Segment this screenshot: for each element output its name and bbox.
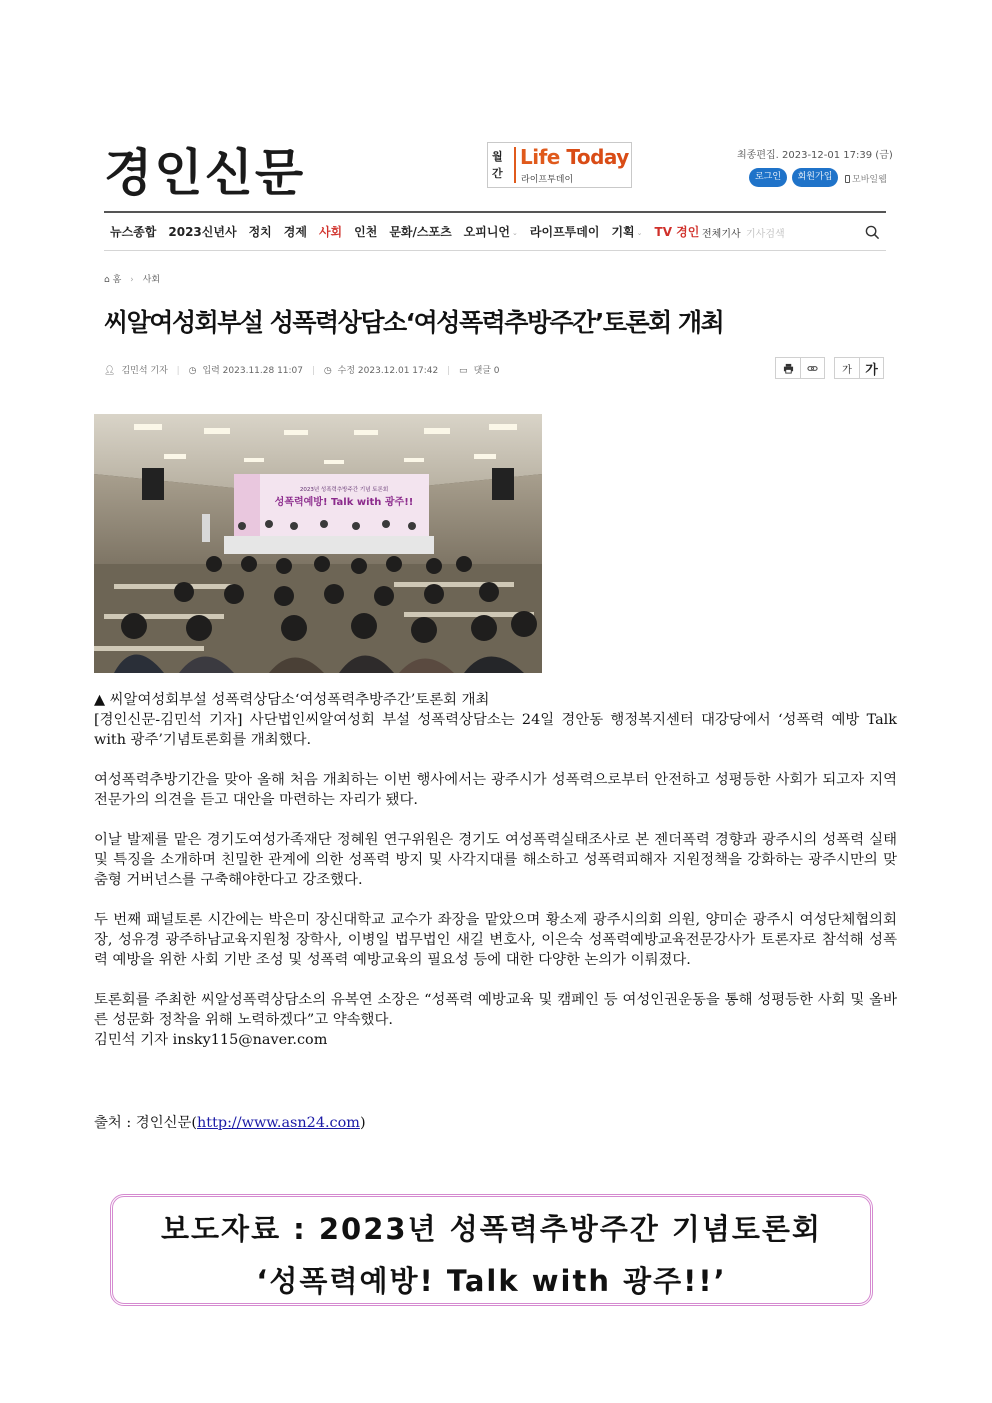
search-icon[interactable]: [865, 225, 880, 240]
font-larger-button[interactable]: 가: [859, 358, 883, 378]
press-release-box: [110, 1194, 873, 1306]
clock-icon: ◷: [323, 366, 332, 376]
nav-item-culture-sports[interactable]: 문화/스포츠: [389, 225, 452, 239]
article-tools: [775, 357, 825, 379]
home-icon[interactable]: ⌂: [104, 275, 110, 285]
chevron-right-icon: ›: [130, 275, 134, 285]
nav-item-economy[interactable]: 경제: [283, 225, 307, 239]
chevron-down-icon: ⌄: [636, 229, 643, 237]
banner-brand: Life Today: [520, 145, 629, 169]
article-body: [94, 690, 897, 1050]
last-edit-time: 최종편집. 2023-12-01 17:39 (금): [737, 150, 893, 161]
paragraph-3: 이날 발제를 맡은 경기도여성가족재단 정혜원 연구위원은 경기도 여성폭력실태조사로 본 젠더폭력 경향과 광주시의 성폭력 실태 및 특징을 소개하며 친밀한 관계에 의한 성폭력 방지 및 사각지대를 해소하고 성폭력피해자 지원정책을 강화하는 광주시만의 맞춤형 거버넌스를 구축해야한다고 강조했다.: [94, 832, 897, 888]
nav-item-incheon[interactable]: 인천: [354, 225, 378, 239]
comment-icon: ▭: [459, 366, 468, 376]
comment-count: 댓글 0: [473, 366, 500, 376]
nav-item-society[interactable]: 사회: [318, 225, 343, 239]
life-today-banner[interactable]: [487, 142, 632, 188]
all-articles-link[interactable]: 전체기사: [702, 229, 741, 240]
author-icon: 👤︎: [104, 366, 116, 376]
breadcrumb: [104, 272, 160, 285]
nav-item-tv[interactable]: TV 경인: [654, 225, 700, 239]
clock-icon: ◷: [188, 366, 197, 376]
print-icon[interactable]: [776, 358, 800, 378]
font-smaller-button[interactable]: 가: [842, 364, 852, 376]
press-release-subtitle: ‘성폭력예방! Talk with 광주!!’: [256, 1264, 727, 1298]
paragraph-5: 토론회를 주최한 씨알성폭력상담소의 유복연 소장은 “성폭력 예방교육 및 캠페인 등 여성인권운동을 통해 성평등한 사회 및 올바른 성문화 정착을 위해 노력하겠다”고 약속했다.: [94, 992, 897, 1028]
nav-item-news[interactable]: 뉴스종합: [110, 225, 157, 239]
source-link[interactable]: http://www.asn24.com: [197, 1115, 360, 1131]
article-meta: 👤︎ 김민석 기자 | ◷ 입력 2023.11.28 11:07 | ◷ 수정 2023.12.01 17:42 | ▭ 댓글 0: [104, 366, 500, 376]
nav-item-opinion[interactable]: 오피니언 ⌄: [463, 225, 518, 239]
login-button[interactable]: 로그인: [749, 168, 787, 187]
photo-caption: ▲ 씨알여성회부설 성폭력상담소‘여성폭력추방주간’토론회 개최: [94, 692, 490, 708]
site-logo[interactable]: 경인신문: [104, 144, 306, 202]
main-nav: [104, 211, 886, 251]
banner-month: 월간: [492, 150, 503, 180]
mobile-icon: [845, 175, 850, 183]
chevron-down-icon: ⌄: [512, 229, 518, 237]
join-button[interactable]: 회원가입: [792, 168, 838, 187]
article-photo: [94, 414, 542, 673]
nav-item-feature[interactable]: 기획 ⌄: [611, 225, 643, 239]
link-icon[interactable]: [800, 358, 824, 378]
breadcrumb-home[interactable]: 홈: [112, 275, 122, 285]
article-title: 씨알여성회부설 성폭력상담소‘여성폭력추방주간’토론회 개최: [104, 308, 724, 337]
modified-time: 수정 2023.12.01 17:42: [337, 366, 439, 376]
banner-sub: 라이프투데이: [521, 175, 574, 185]
paragraph-4: 두 번째 패널토론 시간에는 박은미 장신대학교 교수가 좌장을 맡았으며 황소제 광주시의회 의원, 양미순 광주시 여성단체협의회장, 성유경 광주하남교육지원청 장학사, 이병일 법무법인 새길 변호사, 이은숙 성폭력예방교육전문강사가 토론자로 참석해 성폭력 예방을 위한 사회 기반 조성 및 성폭력 예방교육의 필요성 등에 대한 다양한 논의가 이뤄졌다.: [94, 912, 897, 968]
published-time: 입력 2023.11.28 11:07: [202, 366, 304, 376]
photo-banner-main: 성폭력예방! Talk with 광주!!: [274, 497, 414, 508]
banner-divider: [514, 147, 516, 183]
author: 김민석 기자: [121, 366, 168, 376]
search-input[interactable]: 기사검색: [746, 229, 785, 240]
paragraph-2: 여성폭력추방기간을 맞아 올해 처음 개최하는 이번 행사에서는 광주시가 성폭력으로부터 안전하고 성평등한 사회가 되고자 지역전문가의 의견을 듣고 대안을 마련하는 자리가 됐다.: [94, 772, 897, 808]
font-size-tools: [834, 357, 884, 379]
byline: 김민석 기자 insky115@naver.com: [94, 1032, 328, 1048]
source-line: 출처 : 경인신문(http://www.asn24.com): [94, 1115, 366, 1131]
paragraph-1: [경인신문-김민석 기자] 사단법인씨알여성회 부설 성폭력상담소는 24일 경안동 행정복지센터 대강당에서 ‘성폭력 예방 Talk with 광주’기념토론회를 개최했다.: [94, 712, 897, 748]
nav-item-politics[interactable]: 정치: [248, 225, 272, 239]
photo-banner-top: 2023년 성폭력추방주간 기념 토론회: [299, 487, 389, 493]
breadcrumb-section[interactable]: 사회: [142, 275, 161, 285]
nav-menu: [110, 223, 699, 240]
press-release-title: 보도자료 : 2023년 성폭력추방주간 기념토론회: [161, 1212, 822, 1246]
nav-item-newyear[interactable]: 2023신년사: [168, 225, 237, 239]
mobile-web-link[interactable]: 모바일웹: [845, 172, 887, 185]
nav-item-lifetoday[interactable]: 라이프투데이: [529, 225, 600, 239]
